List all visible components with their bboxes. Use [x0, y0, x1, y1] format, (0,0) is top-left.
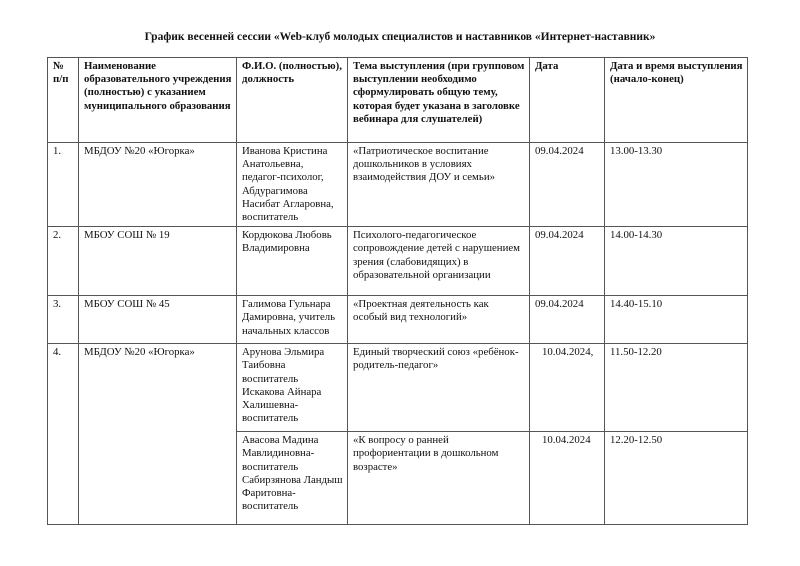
cell-num: 1. [48, 143, 79, 227]
cell-date: 10.04.2024 [530, 432, 605, 525]
table-row [48, 227, 748, 296]
table-row [48, 344, 748, 432]
cell-person: Авасова Мадина Мавлидиновна-воспитатель Сабирзянова Ландыш Фаритовна-воспитатель [237, 432, 348, 525]
header-institution: Наименование образовательного учреждения (полностью) с указанием муниципального образования [79, 58, 237, 143]
cell-institution: МБДОУ №20 «Югорка» [79, 344, 237, 525]
cell-topic: «К вопросу о ранней профориентации в дошкольном возрасте» [348, 432, 530, 525]
header-date: Дата [530, 58, 605, 143]
table-header-row [48, 58, 748, 143]
cell-topic: Единый творческий союз «ребёнок-родитель-педагог» [348, 344, 530, 432]
header-time: Дата и время выступления (начало-конец) [605, 58, 748, 143]
document-title: График весенней сессии «Web-клуб молодых специалистов и наставников «Интернет-наставник» [144, 31, 656, 43]
header-num: № п/п [48, 58, 79, 143]
cell-time: 11.50-12.20 [605, 344, 748, 432]
cell-num: 2. [48, 227, 79, 296]
cell-topic: «Патриотическое воспитание дошкольников в условиях взаимодействия ДОУ и семьи» [348, 143, 530, 227]
cell-institution: МБДОУ №20 «Югорка» [79, 143, 237, 227]
table-row [48, 296, 748, 344]
cell-person: Кордюкова Любовь Владимировна [237, 227, 348, 296]
cell-time: 13.00-13.30 [605, 143, 748, 227]
cell-time: 12.20-12.50 [605, 432, 748, 525]
cell-topic: «Проектная деятельность как особый вид технологий» [348, 296, 530, 344]
cell-date: 09.04.2024 [530, 296, 605, 344]
cell-topic: Психолого-педагогическое сопровождение детей с нарушением зрения (слабовидящих) в образовательной организации [348, 227, 530, 296]
cell-institution: МБОУ СОШ № 19 [79, 227, 237, 296]
cell-time: 14.00-14.30 [605, 227, 748, 296]
cell-num: 4. [48, 344, 79, 525]
cell-time: 14.40-15.10 [605, 296, 748, 344]
cell-date: 09.04.2024 [530, 143, 605, 227]
table-row [48, 143, 748, 227]
schedule-table [47, 57, 748, 525]
header-person: Ф.И.О. (полностью), должность [237, 58, 348, 143]
cell-date: 10.04.2024, [530, 344, 605, 432]
cell-institution: МБОУ СОШ № 45 [79, 296, 237, 344]
cell-num: 3. [48, 296, 79, 344]
cell-person: Иванова Кристина Анатольевна, педагог-психолог, Абдурагимова Насибат Агларовна, воспитатель [237, 143, 348, 227]
cell-date: 09.04.2024 [530, 227, 605, 296]
cell-person: Арунова Эльмира Таибовна воспитатель Искакова Айнара Халишевна-воспитатель [237, 344, 348, 432]
cell-person: Галимова Гульнара Дамировна, учитель начальных классов [237, 296, 348, 344]
header-topic: Тема выступления (при групповом выступлении необходимо сформулировать общую тему, которая будет указана в заголовке вебинара для слушателей) [348, 58, 530, 143]
